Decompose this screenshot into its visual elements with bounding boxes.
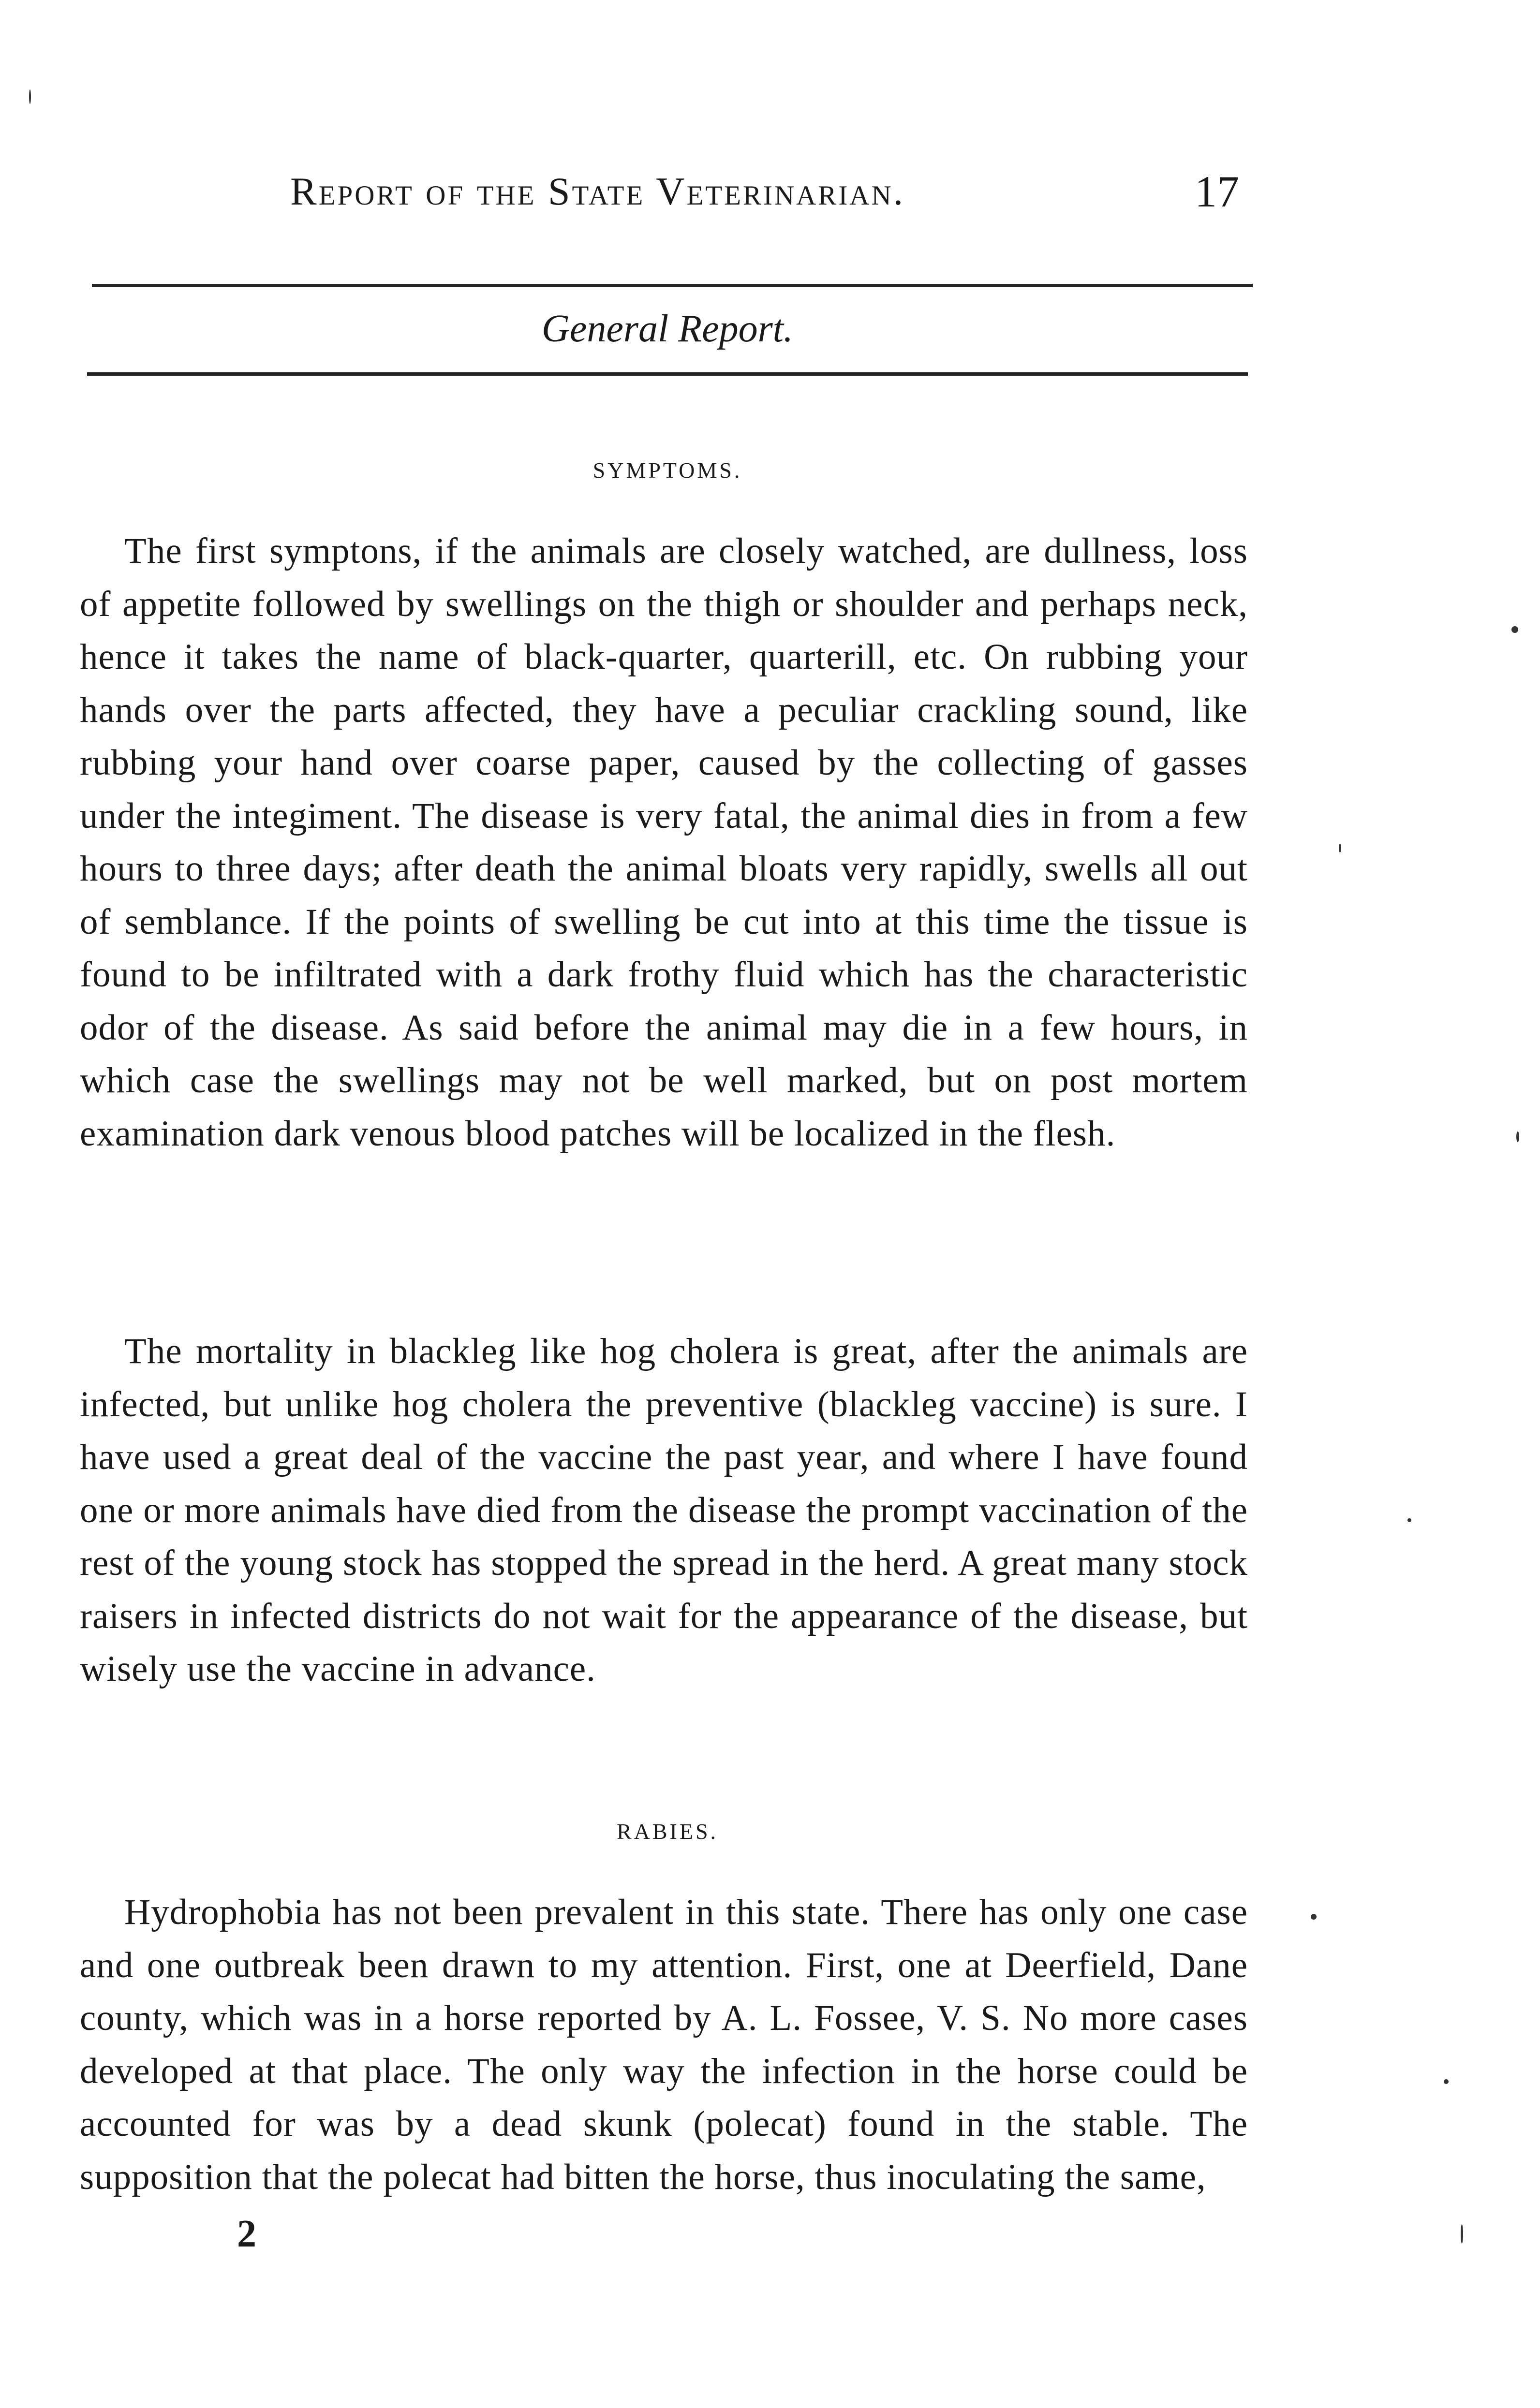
- running-title: Report of the State Veterinarian.: [290, 169, 905, 213]
- scan-speck: [1311, 1914, 1317, 1920]
- section-title: General Report.: [542, 308, 793, 350]
- bottom-rule: [87, 372, 1248, 376]
- scan-speck: [1339, 844, 1341, 852]
- page-number: 17: [1195, 167, 1239, 216]
- scan-speck: [1444, 2079, 1449, 2084]
- symptoms-paragraph-2: The mortality in blackleg like hog cholera is great, after the animals are infected, but unlike hog cholera the preventive (blackleg vaccine) is sure. I have used a great deal of the vaccine the past year, and where I have found one or more animals have died from the disease the prompt vaccination of the rest of the young stock has stopped the spread in the herd. A great many stock raisers in infected districts do not wait for the appearance of the disease, but wisely use the vaccine in advance.: [80, 1331, 1248, 1689]
- top-rule: [92, 284, 1253, 287]
- symptoms-heading: SYMPTOMS.: [592, 458, 742, 483]
- scan-speck: [1461, 2224, 1463, 2244]
- scan-speck: [1511, 626, 1518, 633]
- symptoms-paragraph-1: The first symptons, if the animals are closely watched, are dullness, loss of appetite followed by swellings on the thigh or shoulder and perhaps neck, hence it takes the name of black-quarter, quarterill, etc. On rubbing your hands over the parts affected, they have a peculiar crackling sound, like rubbing your hand over coarse paper, caused by the collecting of gasses under the integiment. The disease is very fatal, the animal dies in from a few hours to three days; after death the animal bloats very rapidly, swells all out of semblance. If the points of swelling be cut into at this time the tissue is found to be infiltrated with a dark frothy fluid which has the characteristic odor of the disease. As said before the animal may die in a few hours, in which case the swellings may not be well marked, but on post mortem examination dark venous blood patches will be localized in the flesh.: [80, 531, 1248, 1154]
- rabies-paragraph-1: Hydrophobia has not been prevalent in this state. There has only one case and one outbreak been drawn to my attention. First, one at Deerfield, Dane county, which was in a horse reported by A. L. Fossee, V. S. No more cases developed at that place. The only way the infection in the horse could be accounted for was by a dead skunk (polecat) found in the stable. The supposition that the polecat had bitten the horse, thus inoculating the same,: [80, 1892, 1248, 2197]
- scan-speck: [29, 89, 31, 104]
- scan-speck: [1516, 1131, 1519, 1142]
- signature-mark: 2: [237, 2213, 256, 2255]
- scan-speck: [1407, 1518, 1411, 1522]
- rabies-heading: RABIES.: [616, 1819, 719, 1844]
